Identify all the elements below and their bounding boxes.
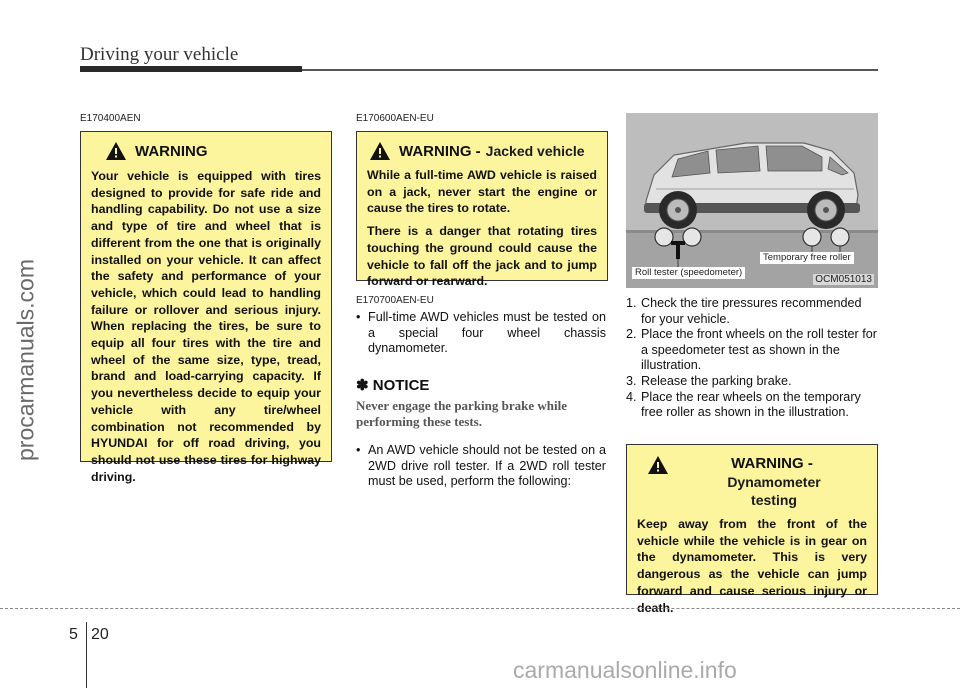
warning-title: WARNING xyxy=(135,142,208,160)
warning-box-tires xyxy=(80,131,332,484)
warning-triangle-icon xyxy=(647,455,669,475)
section-code: E170600AEN-EU xyxy=(356,113,434,124)
notice-subtitle: Never engage the parking brake while performing these tests. xyxy=(356,398,567,429)
step-item: 3. Release the parking brake. xyxy=(626,373,792,388)
section-code: E170700AEN-EU xyxy=(356,295,434,306)
warning-subtitle: Jacked vehicle xyxy=(485,143,585,159)
warning-title: WARNING - xyxy=(399,142,481,160)
bullet-text: Full-time AWD vehicles must be tested on a special four wheel chassis dynamometer. xyxy=(368,310,606,356)
figure-label-free-roller: Temporary free roller xyxy=(760,252,854,264)
figure-code: OCM051013 xyxy=(815,274,872,285)
section-code: E170400AEN xyxy=(80,113,141,124)
header-rule-thin xyxy=(302,69,878,71)
warning-text: Your vehicle is equipped with tires designed to provide for safe ride and handling capability. Do not use a size and type of tire and wheel that is different from the one that is originally installed on your vehicle. It can affect the safety and performance of your vehicle, which could lead to handling failure or rollover and serious injury. When replacing the tires, be sure to equip all four tires with the tire and wheel of the same size, type, tread, brand and load-carrying capacity. If you nevertheless decide to equip your vehicle with any tire/wheel combination not recommended by HYUNDAI for off road driving, you should not use these tires for highway driving. xyxy=(91,169,321,484)
figure-dynamometer xyxy=(626,113,878,288)
warning-text: Keep away from the front of the vehicle while the vehicle is in gear on the dynamometer. This is very dangerous as the vehicle can jump forward and cause serious injury or death. xyxy=(637,517,867,615)
bullet-text: An AWD vehicle should not be tested on a 2WD drive roll tester. If a 2WD roll tester must be used, perform the following: xyxy=(368,443,606,489)
step-item: 1. Check the tire pressures recommended for your vehicle. xyxy=(626,296,862,326)
section-number: 5 xyxy=(69,626,78,643)
bullet-awd-roll-tester: • An AWD vehicle should not be tested on a 2WD drive roll tester. If a 2WD roll tester must be used, perform the following: xyxy=(356,443,606,489)
steps-list xyxy=(626,296,878,421)
header-rule-thick xyxy=(80,66,302,72)
warning-triangle-icon xyxy=(105,141,127,161)
footer-dotted-rule xyxy=(0,608,960,609)
notice-title: ✽ NOTICE xyxy=(356,377,430,394)
side-watermark xyxy=(6,240,46,480)
warning-box-dynamometer xyxy=(626,444,878,615)
page-header-title: Driving your vehicle xyxy=(80,44,239,65)
step-item: 4. Place the rear wheels on the temporary free roller as shown in the illustration. xyxy=(626,389,861,420)
figure-label-roll-tester: Roll tester (speedometer) xyxy=(632,267,745,279)
step-item: 2. Place the front wheels on the roll tester for a speedometer test as shown in the illustration. xyxy=(626,327,877,373)
warning-title: WARNING - xyxy=(731,455,813,472)
bullet-awd-dynamometer: • Full-time AWD vehicles must be tested on a special four wheel chassis dynamometer. xyxy=(356,310,606,356)
page-number: 20 xyxy=(91,626,109,643)
warning-subtitle: Dynamometer testing xyxy=(727,474,821,508)
side-watermark-text: procarmanuals.com xyxy=(12,259,39,461)
warning-triangle-icon xyxy=(369,141,391,161)
footer-divider xyxy=(86,622,87,688)
warning-text: While a full-time AWD vehicle is raised on a jack, never start the engine or cause the tires to rotate. xyxy=(367,168,597,216)
bottom-watermark: carmanualsonline.info xyxy=(513,657,737,683)
warning-text: There is a danger that rotating tires touching the ground could cause the vehicle to fall off the jack and to jump forward or rearward. xyxy=(367,224,597,289)
warning-box-jacked-vehicle xyxy=(356,131,608,289)
